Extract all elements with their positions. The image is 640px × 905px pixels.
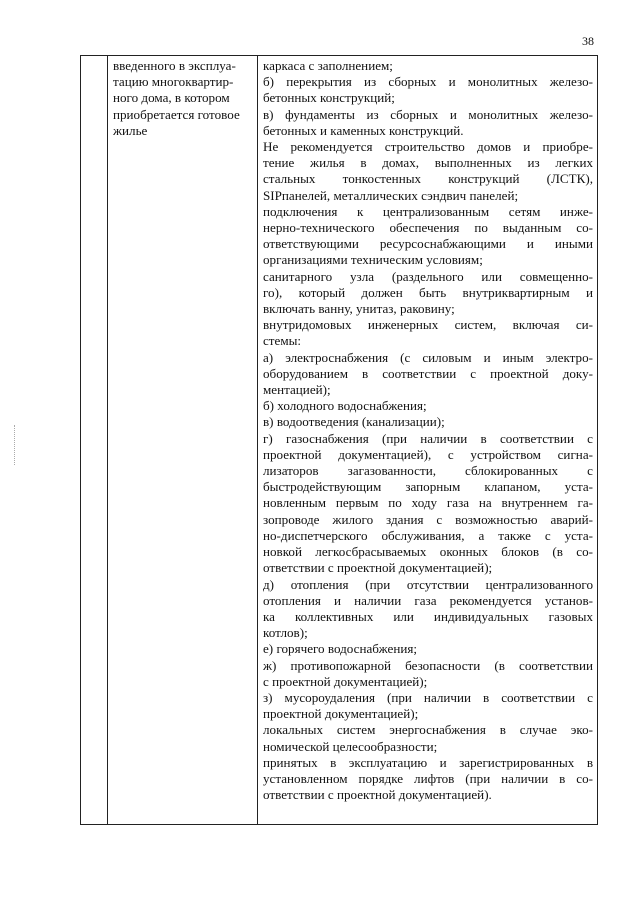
text-line: введенного в эксплуа- xyxy=(113,58,236,73)
text-line: ж) противопожарной безопасности (в соответствии xyxy=(263,657,593,673)
text-line: номической целесообразности; xyxy=(263,738,438,754)
text-line: в) фундаменты из сборных и монолитных железо- xyxy=(263,106,593,122)
text-line: ответствии с проектной документацией); xyxy=(263,560,493,576)
text-line: е) горячего водоснабжения; xyxy=(263,641,417,657)
text-line: ка коллективных или индивидуальных газовых xyxy=(263,608,593,624)
text-line: бетонных конструкций; xyxy=(263,90,395,106)
text-line: локальных систем энергоснабжения в случае эко- xyxy=(263,722,593,738)
text-line: новкой легкосбрасываемых оконных блоков (в со- xyxy=(263,544,593,560)
object-description xyxy=(108,56,257,139)
margin-mark xyxy=(14,425,16,465)
text-line: тацию многоквартир- xyxy=(113,74,234,90)
text-line: проектной документацией), с устройством сигна- xyxy=(263,446,593,462)
text-line: лизаторов загазованности, сблокированных с xyxy=(263,463,593,479)
text-line: стемы: xyxy=(263,333,302,349)
text-line: д) отопления (при отсутствии централизованного xyxy=(263,576,593,592)
text-line: оборудованием в соответствии с проектной доку- xyxy=(263,365,593,381)
document-table xyxy=(80,55,598,825)
text-line: включать ванну, унитаз, раковину; xyxy=(263,301,455,317)
page-number: 38 xyxy=(582,34,594,48)
text-line: быстродействующим запорным клапаном, уста- xyxy=(263,479,593,495)
text-line: подключения к централизованным сетям инже- xyxy=(263,203,593,219)
text-line: б) холодного водоснабжения; xyxy=(263,398,427,414)
text-line: жилье xyxy=(113,122,148,138)
text-line: принятых в эксплуатацию и зарегистрированных в xyxy=(263,754,593,770)
text-line: ответствии с проектной документацией). xyxy=(263,787,492,803)
text-line: организациями техническим условиям; xyxy=(263,252,483,268)
table-row xyxy=(81,56,598,825)
text-line: а) электроснабжения (с силовым и иным электро- xyxy=(263,349,593,365)
text-line: ного дома, в котором xyxy=(113,90,230,106)
text-line: санитарного узла (раздельного или совмещенно- xyxy=(263,268,593,284)
text-line: г) газоснабжения (при наличии в соответствии с xyxy=(263,430,593,446)
text-line: го), который должен быть внутриквартирным и xyxy=(263,284,593,300)
text-line: нерно-технического обеспечения по выданным со- xyxy=(263,220,593,236)
text-line: SIPпанелей, металлических сэндвич панелей; xyxy=(263,187,519,203)
text-line: Не рекомендуется строительство домов и приобре- xyxy=(263,139,593,155)
requirements-cell xyxy=(258,56,598,825)
text-line: зопроводе жилого здания с возможностью аварий- xyxy=(263,511,593,527)
text-line: но-диспетчерского обслуживания, а также с уста- xyxy=(263,527,593,543)
text-line: стальных тонкостенных конструкций (ЛСТК), xyxy=(263,171,593,187)
requirements-text xyxy=(258,56,597,803)
text-line: бетонных и каменных конструкций. xyxy=(263,122,464,138)
text-line: в) водоотведения (канализации); xyxy=(263,414,445,430)
text-line: с проектной документацией); xyxy=(263,673,428,689)
text-line: б) перекрытия из сборных и монолитных железо- xyxy=(263,74,593,90)
text-line: ответствующими ресурсоснабжающими и иными xyxy=(263,236,593,252)
text-line: з) мусороудаления (при наличии в соответствии с xyxy=(263,689,593,705)
text-line: отопления и наличии газа рекомендуется установ- xyxy=(263,592,593,608)
text-line: котлов); xyxy=(263,625,308,641)
empty-cell xyxy=(81,56,108,825)
object-cell xyxy=(108,56,258,825)
text-line: ментацией); xyxy=(263,382,331,398)
text-line: тение жилья в домах, выполненных из легких xyxy=(263,155,593,171)
text-line: проектной документацией); xyxy=(263,706,419,722)
text-line: каркаса с заполнением; xyxy=(263,58,393,73)
text-line: приобретается готовое xyxy=(113,106,240,122)
text-line: установленном порядке лифтов (при наличии в со- xyxy=(263,770,593,786)
text-line: новленным первым по ходу газа на внутреннем га- xyxy=(263,495,593,511)
text-line: внутридомовых инженерных систем, включая си- xyxy=(263,317,593,333)
